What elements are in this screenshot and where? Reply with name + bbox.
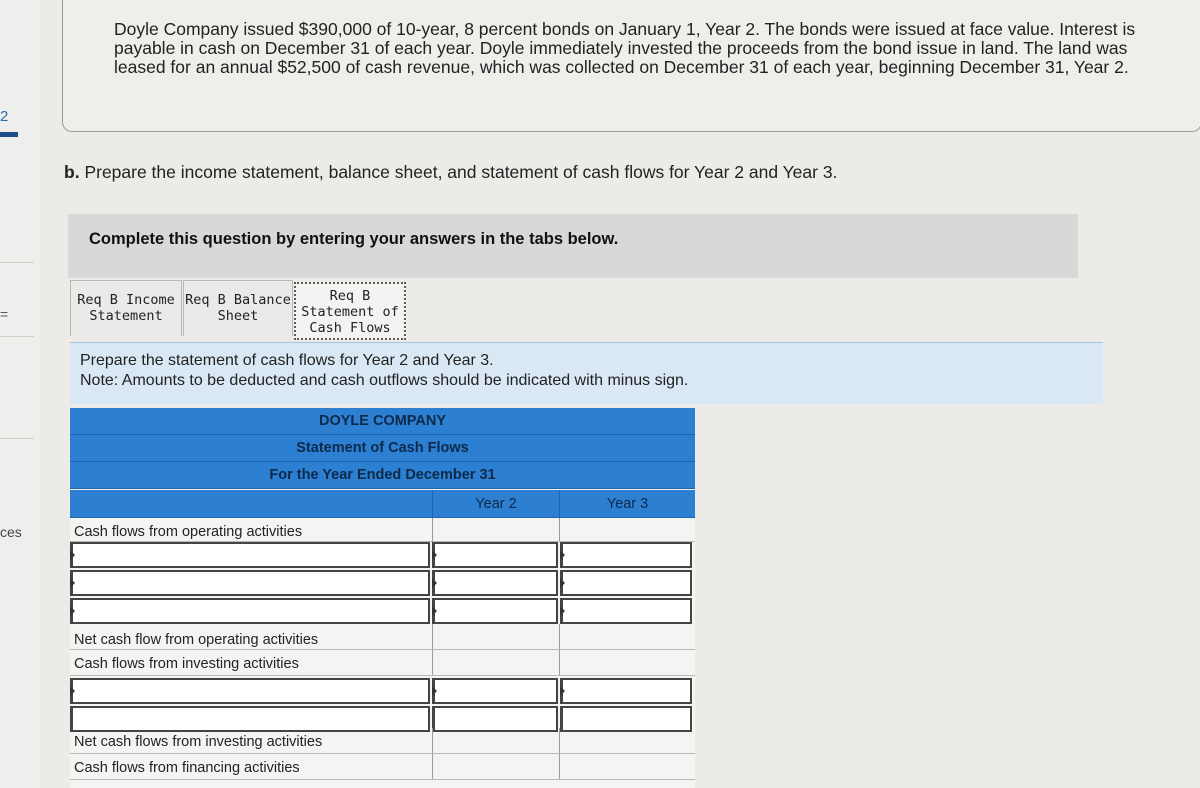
column-header-blank (70, 490, 432, 518)
cell-year-2 (432, 754, 559, 779)
left-navigation-strip (0, 0, 40, 788)
row-label: Cash flows from operating activities (74, 524, 303, 540)
tab-label-line: Cash Flows (309, 320, 391, 336)
row-marker-icon (70, 606, 75, 616)
requirement-text (64, 162, 837, 183)
requirement-description: Prepare the income statement, balance sheet, and statement of cash flows for Year 2 and Year 3. (84, 162, 838, 182)
statement-title-header: Statement of Cash Flows (70, 435, 695, 462)
tab-instructions-panel (70, 342, 1103, 404)
column-header-year-3: Year 3 (559, 490, 695, 518)
cell-year-3 (559, 754, 695, 779)
investing-year-2-amount-input[interactable] (432, 678, 558, 704)
investing-line-item-select[interactable] (70, 678, 430, 704)
investing-input-row-1 (70, 678, 692, 704)
tab-label-line: Sheet (217, 308, 259, 324)
net-investing-year-2-cell[interactable] (432, 728, 559, 753)
operating-input-row-2 (70, 570, 692, 596)
operating-input-row-3 (70, 598, 692, 624)
cash-flow-statement-table (70, 408, 695, 788)
cell-year-3 (559, 650, 695, 675)
tab-label-line: Statement (89, 308, 163, 324)
current-question-indicator (0, 132, 18, 137)
net-operating-row (70, 624, 695, 650)
question-number[interactable]: 2 (0, 108, 9, 125)
net-investing-year-3-cell[interactable] (559, 728, 695, 753)
operating-input-row-1 (70, 542, 692, 568)
tab-label-line: Statement of (301, 304, 399, 320)
operating-year-3-amount-input[interactable] (560, 570, 692, 596)
net-investing-row (70, 728, 695, 754)
financing-activities-header-row (70, 754, 695, 780)
tab-req-b-balance-sheet[interactable] (183, 280, 293, 336)
tab-req-b-statement-of-cash-flows[interactable] (294, 282, 406, 340)
row-marker-icon (560, 606, 565, 616)
row-label: Cash flows from investing activities (74, 656, 299, 672)
tab-req-b-income-statement[interactable] (70, 280, 182, 336)
investing-year-3-amount-input[interactable] (560, 678, 692, 704)
statement-period-header: For the Year Ended December 31 (70, 462, 695, 489)
divider (0, 438, 34, 439)
tab-label-line: Req B Income (77, 292, 175, 308)
prepare-instruction: Prepare the statement of cash flows for Year 2 and Year 3. (80, 352, 494, 369)
row-marker-icon (70, 550, 75, 560)
operating-line-item-select[interactable] (70, 570, 430, 596)
operating-year-3-amount-input[interactable] (560, 542, 692, 568)
row-label: Net cash flows from investing activities (74, 734, 323, 750)
instruction-banner (68, 214, 1078, 278)
divider (0, 336, 34, 337)
operating-line-item-select[interactable] (70, 598, 430, 624)
row-marker-icon (432, 606, 437, 616)
row-marker-icon (432, 550, 437, 560)
tab-label-line: Req B (329, 288, 371, 304)
operating-year-2-amount-input[interactable] (432, 542, 558, 568)
row-marker-icon (432, 686, 437, 696)
cell-year-2 (432, 650, 559, 675)
sidebar-label-references[interactable]: ces (0, 524, 22, 540)
row-marker-icon (560, 578, 565, 588)
operating-activities-header-row (70, 518, 695, 542)
divider (0, 262, 34, 263)
operating-year-2-amount-input[interactable] (432, 598, 558, 624)
cell-year-2 (432, 518, 559, 541)
row-marker-icon (70, 578, 75, 588)
investing-activities-header-row (70, 650, 695, 676)
tab-label-line: Req B Balance (185, 292, 291, 308)
company-name-header: DOYLE COMPANY (70, 408, 695, 435)
problem-text: Doyle Company issued $390,000 of 10-year, 8 percent bonds on January 1, Year 2. The bonds were issued at face value. Interest is payable in cash on December 31 of each year. Doyle immediately invested the proceeds from the bond issue in land. The land was leased for an annual $52,500 of cash revenue, which was collected on December 31 of each year, beginning December 31, Year 2. (114, 19, 1136, 77)
row-label: Cash flows from financing activities (74, 760, 300, 776)
row-marker-icon (432, 578, 437, 588)
operating-year-3-amount-input[interactable] (560, 598, 692, 624)
net-operating-year-3-cell[interactable] (559, 624, 695, 649)
column-header-year-2: Year 2 (432, 490, 559, 518)
net-operating-year-2-cell[interactable] (432, 624, 559, 649)
row-label: Net cash flow from operating activities (74, 632, 319, 648)
prepare-note: Note: Amounts to be deducted and cash outflows should be indicated with minus sign. (80, 372, 689, 389)
operating-year-2-amount-input[interactable] (432, 570, 558, 596)
row-marker-icon (560, 550, 565, 560)
requirement-letter: b. (64, 162, 80, 182)
cell-year-3 (559, 518, 695, 541)
row-marker-icon (70, 686, 75, 696)
instruction-text: Complete this question by entering your answers in the tabs below. (89, 230, 619, 248)
row-marker-icon (560, 686, 565, 696)
operating-line-item-select[interactable] (70, 542, 430, 568)
nav-marker: = (0, 306, 9, 322)
